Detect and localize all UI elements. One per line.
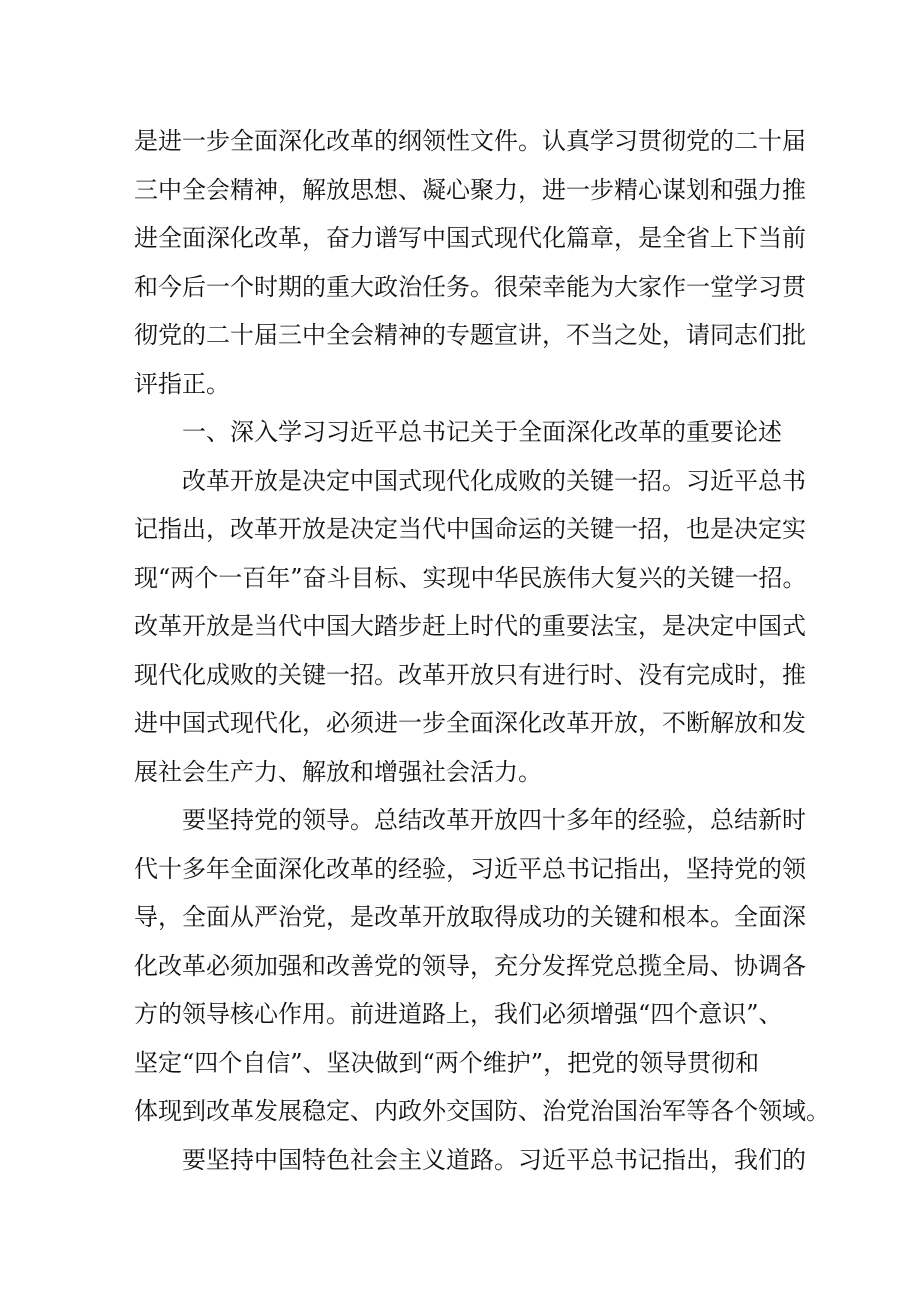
document-body	[134, 117, 830, 1184]
text-line: 彻党的二十届三中全会精神的专题宣讲，不当之处，请同志们批	[134, 321, 806, 349]
text-line: 记指出，改革开放是决定当代中国命运的关键一招，也是决定实	[134, 515, 806, 543]
text-line: 和今后一个时期的重大政治任务。很荣幸能为大家作一堂学习贯	[134, 272, 806, 301]
text-line: 是进一步全面深化改革的纲领性文件。认真学习贯彻党的二十届	[134, 127, 806, 155]
text-line: 要坚持中国特色社会主义道路。习近平总书记指出，我们的	[182, 1145, 806, 1174]
text-line: 现代化成败的关键一招。改革开放只有进行时、没有完成时，推	[134, 660, 806, 689]
text-line: 改革开放是当代中国大踏步赶上时代的重要法宝，是决定中国式	[134, 612, 806, 640]
text-line: 进中国式现代化，必须进一步全面深化改革开放，不断解放和发	[134, 709, 806, 737]
text-line: 现“两个一百年”奋斗目标、实现中华民族伟大复兴的关键一招。	[134, 563, 807, 592]
text-line: 代十多年全面深化改革的经验，习近平总书记指出，坚持党的领	[134, 854, 806, 883]
text-line: 要坚持党的领导。总结改革开放四十多年的经验，总结新时	[182, 806, 806, 834]
text-line: 评指正。	[134, 369, 230, 398]
text-line: 坚定“四个自信”、坚决做到“两个维护”，把党的领导贯彻和	[134, 1048, 760, 1077]
text-line: 体现到改革发展稳定、内政外交国防、治党治国治军等各个领域。	[134, 1097, 830, 1125]
text-line: 化改革必须加强和改善党的领导，充分发挥党总揽全局、协调各	[134, 951, 806, 980]
text-line: 导，全面从严治党，是改革开放取得成功的关键和根本。全面深	[134, 903, 806, 931]
text-line: 进全面深化改革，奋力谱写中国式现代化篇章，是全省上下当前	[134, 224, 806, 252]
text-line: 展社会生产力、解放和增强社会活力。	[134, 757, 542, 786]
text-line: 改革开放是决定中国式现代化成败的关键一招。习近平总书	[182, 466, 806, 495]
text-line: 三中全会精神，解放思想、凝心聚力，进一步精心谋划和强力推	[134, 175, 806, 204]
text-line: 方的领导核心作用。前进道路上，我们必须增强“四个意识”、	[134, 1000, 783, 1028]
section-heading: 一、深入学习习近平总书记关于全面深化改革的重要论述	[182, 418, 782, 446]
